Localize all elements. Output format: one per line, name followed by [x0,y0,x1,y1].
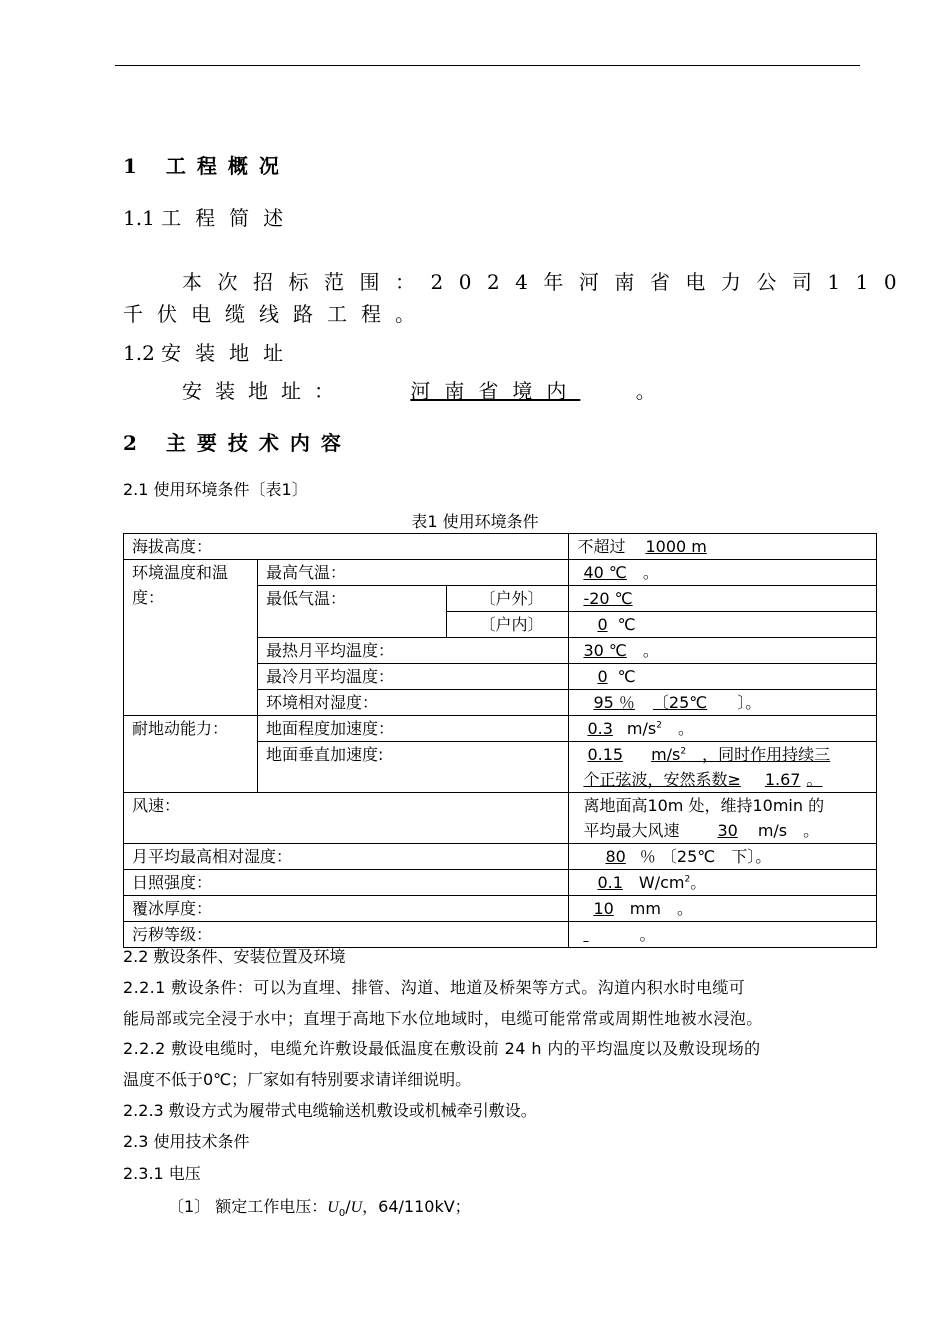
indoor-label: 〔户内〕 [446,612,569,638]
v-accel-rest: ，同时作用持续三 [702,745,831,764]
item-1-rated-voltage: 〔1〕 额定工作电压：$U_0/U$，64/110kV； [168,1197,471,1220]
environment-table [123,533,877,948]
section-2-2-1-line-2: 能局部或完全浸于水中；直埋于高地下水位地域时，电缆可能常常或周期性地被水浸泡。 [123,1009,763,1028]
heading-2-text: 主要技术内容 [165,431,352,455]
hot-month-label: 最热月平均温度： [257,638,568,664]
item-1-rest: ，64/110kV； [362,1197,471,1216]
heading-1-text: 工程概况 [165,154,290,178]
indoor-cell: 0 ℃ [569,612,877,638]
outdoor-cell [569,586,877,612]
address-line [182,375,656,404]
h-accel-cell: 0.3 $m/s^2$ 。 [569,716,877,742]
table-caption: 表1 使用环境条件 [411,512,539,531]
pollution-end: 。 [639,925,656,944]
item-1-prefix: 〔1〕 额定工作电压： [168,1197,328,1216]
altitude-label: 海拔高度： [124,534,569,560]
section-2-2: 2.2 敷设条件、安装位置及环境 [123,947,346,966]
v-accel-cell: 0.15 $m/s^2$ ，同时作用持续三 个正弦波，安然系数≥ 1.67 。 [569,742,877,793]
wind-unit: m/s [757,821,788,840]
cold-month-cell: 0 ℃ [569,664,877,690]
heading-2-number: 2 [123,431,148,455]
table-row [124,716,877,742]
heading-1-2-text: 安装地址 [161,341,298,365]
ice-unit: mm [629,899,661,918]
table-row [124,534,877,560]
heading-1-number: 1 [123,154,148,178]
table-row [124,896,877,922]
item-1-u0: U [327,1199,339,1216]
item-1-u0-sub: 0 [338,1208,346,1220]
header-rule [115,65,860,66]
item-1-u: U [350,1199,363,1216]
v-accel-label: 地面垂直加速度: [257,742,568,793]
max-temp-label: 最高气温： [257,560,568,586]
table-row [124,560,877,586]
max-temp-value: 40 ℃ [583,563,627,582]
section-2-3: 2.3 使用技术条件 [123,1132,250,1151]
wind-label: 风速： [124,793,569,844]
section-2-2-1-line-1: 2.2.1 敷设条件：可以为直埋、排管、沟道、地道及桥架等方式。沟道内积水时电缆可 [123,978,746,997]
heading-1-2 [123,337,297,366]
humidity-value: 95 ％ [593,693,635,712]
hot-month-cell: 30 ℃ 。 [569,638,877,664]
ice-label: 覆冰厚度： [124,896,569,922]
wind-line-1: 离地面高10m 处，维持10min 的 [583,796,825,815]
month-humidity-label: 月平均最高相对湿度： [124,844,569,870]
indoor-value: 0 [597,615,608,634]
heading-1-1-text: 工程简述 [161,206,298,230]
ice-value: 10 [593,899,614,918]
month-humidity-cond: ％ 〔25℃ 下〕。 [639,847,772,866]
pollution-blank [583,922,639,947]
h-accel-label: 地面程度加速度： [257,716,568,742]
scope-line-2: 千伏电缆线路工程。 [123,302,429,326]
sunlight-label: 日照强度： [124,870,569,896]
pollution-label: 污秽等级： [124,922,569,948]
table-row [124,793,877,844]
sunlight-value: 0.1 [597,873,623,892]
sunlight-cell: 0.1 $W/cm^2$。 [569,870,877,896]
pollution-cell [569,922,877,948]
address-label: 安装地址： [182,379,347,403]
table-row [124,844,877,870]
ice-cell: 10 mm 。 [569,896,877,922]
heading-1-2-number: 1.2 [123,341,155,365]
v-accel-line-2: 个正弦波，安然系数≥ [583,770,741,789]
section-2-2-3: 2.2.3 敷设方式为履带式电缆输送机敷设或机械牵引敷设。 [123,1101,537,1120]
altitude-prefix: 不超过 [577,537,626,556]
wind-value: 30 [717,821,738,840]
sunlight-unit: W/cm [638,873,685,892]
heading-1-1-number: 1.1 [123,206,155,230]
heading-2 [123,427,352,456]
outdoor-label: 〔户外〕 [446,586,569,612]
address-value: 河南省境内 [410,379,581,403]
heading-1-1 [123,202,297,231]
seismic-group-label: 耐地动能力： [124,716,258,793]
cold-month-value: 0 [597,667,608,686]
scope-line-1: 本次招标范围：2024年河南省电力公司110 [182,270,913,294]
table-row [124,870,877,896]
altitude-cell [569,534,877,560]
max-temp-cell: 40 ℃ 。 [569,560,877,586]
cold-month-label: 最冷月平均温度： [257,664,568,690]
wind-cell: 离地面高10m 处，维持10min 的 平均最大风速 30 m/s 。 [569,793,877,844]
wind-line-2: 平均最大风速 [583,821,680,840]
month-humidity-value: 80 [605,847,626,866]
safety-factor: 1.67 [764,770,801,789]
h-accel-value: 0.3 [587,719,613,738]
section-2-2-2-line-2: 温度不低于0℃；厂家如有特别要求请详细说明。 [123,1070,472,1089]
heading-1 [123,150,290,179]
humidity-label: 环境相对湿度： [257,690,568,716]
min-temp-label: 最低气温： [257,586,446,638]
v-accel-value: 0.15 [587,745,624,764]
altitude-value: 1000 m [645,537,707,556]
humidity-condition: 〔25℃ [652,693,708,712]
hot-month-value: 30 ℃ [583,641,627,660]
address-end: 。 [635,379,656,403]
humidity-cell: 95 ％ 〔25℃ 〕。 [569,690,877,716]
section-2-1: 2.1 使用环境条件〔表1〕 [123,480,308,499]
section-2-3-1: 2.3.1 电压 [123,1164,201,1183]
temp-group-label: 环境温度和温度： [124,560,258,716]
outdoor-value: -20 ℃ [583,589,633,608]
month-humidity-cell [569,844,877,870]
section-2-2-2-line-1: 2.2.2 敷设电缆时，电缆允许敷设最低温度在敷设前 24 h 内的平均温度以及敷设现场的 [123,1039,761,1058]
